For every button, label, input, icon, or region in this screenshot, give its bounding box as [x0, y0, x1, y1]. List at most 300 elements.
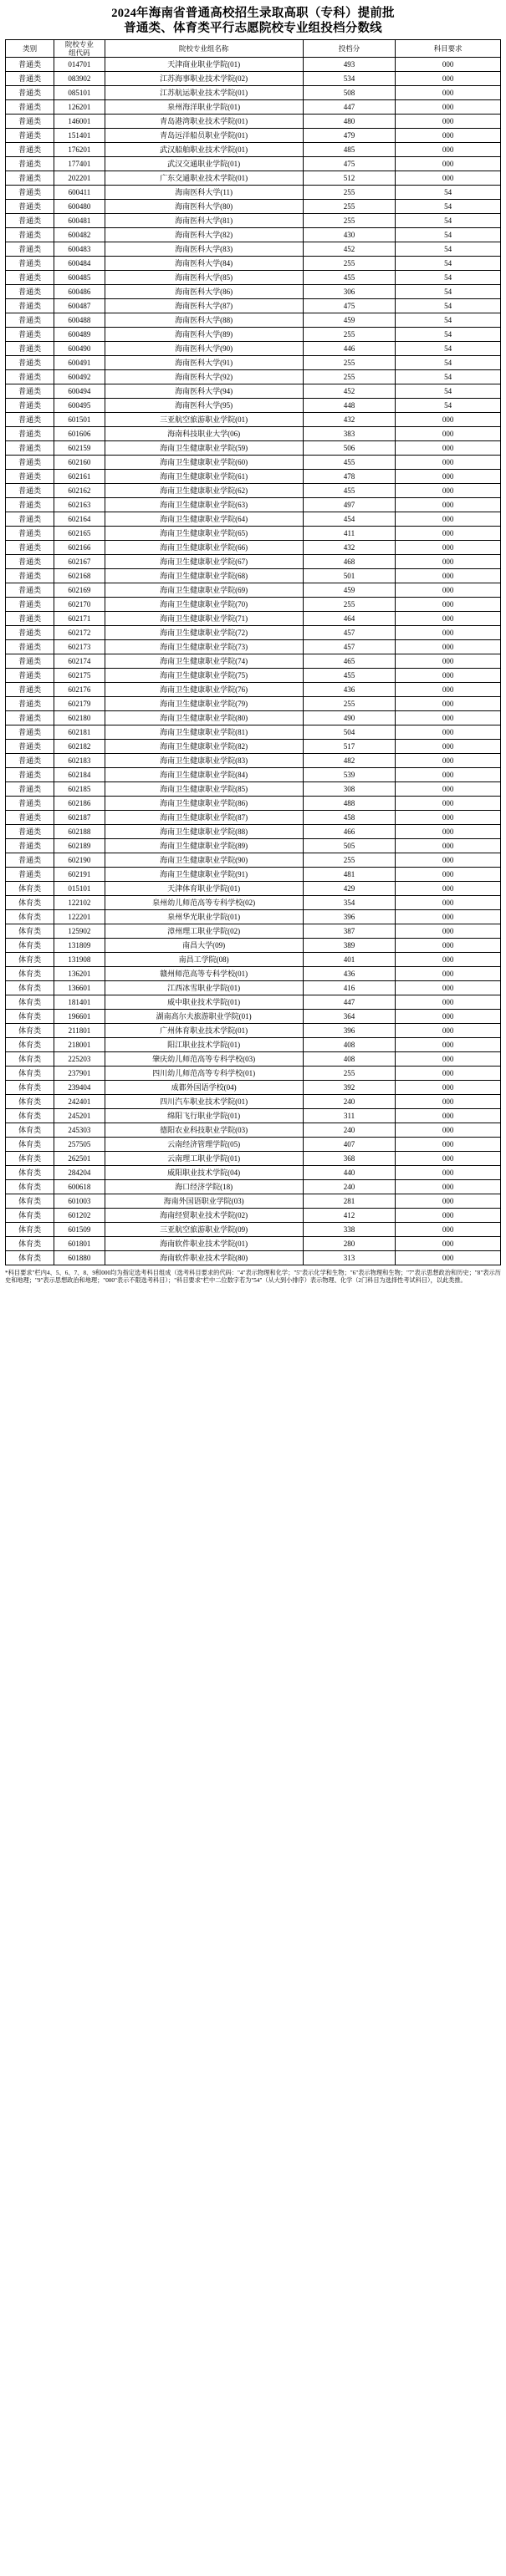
cell-category: 体育类	[6, 896, 54, 910]
table-row	[6, 541, 501, 555]
cell-subject: 000	[396, 100, 501, 115]
cell-score: 455	[303, 669, 396, 683]
cell-name: 海南卫生健康职业学院(83)	[105, 754, 303, 768]
cell-code: 218001	[54, 1038, 105, 1052]
cell-score: 416	[303, 981, 396, 995]
cell-name: 海南医科大学(95)	[105, 399, 303, 413]
cell-category: 体育类	[6, 1180, 54, 1194]
table-row	[6, 683, 501, 697]
table-row	[6, 654, 501, 669]
cell-name: 海南卫生健康职业学院(82)	[105, 740, 303, 754]
cell-category: 体育类	[6, 1223, 54, 1237]
table-row	[6, 1138, 501, 1152]
table-row	[6, 299, 501, 313]
cell-score: 408	[303, 1038, 396, 1052]
cell-score: 475	[303, 299, 396, 313]
cell-name: 江西冰雪职业学院(01)	[105, 981, 303, 995]
cell-score: 468	[303, 555, 396, 569]
cell-score: 432	[303, 541, 396, 555]
cell-name: 湖南高尔夫旅游职业学院(01)	[105, 1010, 303, 1024]
cell-code: 602165	[54, 527, 105, 541]
cell-category: 普通类	[6, 285, 54, 299]
table-row	[6, 72, 501, 86]
cell-category: 体育类	[6, 939, 54, 953]
cell-code: 136201	[54, 967, 105, 981]
table-row	[6, 1010, 501, 1024]
cell-score: 488	[303, 797, 396, 811]
cell-name: 海南卫生健康职业学院(62)	[105, 484, 303, 498]
cell-category: 体育类	[6, 1237, 54, 1251]
cell-category: 普通类	[6, 342, 54, 356]
table-row	[6, 413, 501, 427]
table-row	[6, 768, 501, 782]
cell-score: 255	[303, 370, 396, 384]
cell-code: 602190	[54, 853, 105, 868]
cell-code: 176201	[54, 143, 105, 157]
table-row	[6, 853, 501, 868]
cell-subject: 000	[396, 541, 501, 555]
cell-name: 武汉船舶职业技术学院(01)	[105, 143, 303, 157]
cell-subject: 000	[396, 1251, 501, 1265]
cell-category: 普通类	[6, 683, 54, 697]
cell-subject: 000	[396, 839, 501, 853]
table-row	[6, 484, 501, 498]
cell-score: 454	[303, 512, 396, 527]
cell-category: 普通类	[6, 456, 54, 470]
cell-name: 德阳农业科技职业学院(03)	[105, 1123, 303, 1138]
table-row	[6, 583, 501, 598]
table-row	[6, 86, 501, 100]
table-row	[6, 1038, 501, 1052]
cell-name: 海口经济学院(18)	[105, 1180, 303, 1194]
cell-score: 412	[303, 1209, 396, 1223]
cell-category: 体育类	[6, 1067, 54, 1081]
cell-category: 体育类	[6, 1052, 54, 1067]
cell-code: 239404	[54, 1081, 105, 1095]
cell-subject: 000	[396, 598, 501, 612]
cell-score: 255	[303, 356, 396, 370]
cell-code: 015101	[54, 882, 105, 896]
cell-code: 601880	[54, 1251, 105, 1265]
cell-code: 601202	[54, 1209, 105, 1223]
cell-score: 457	[303, 626, 396, 640]
cell-name: 江苏航运职业技术学院(01)	[105, 86, 303, 100]
cell-score: 313	[303, 1251, 396, 1265]
cell-category: 体育类	[6, 1209, 54, 1223]
cell-code: 602191	[54, 868, 105, 882]
cell-category: 体育类	[6, 1010, 54, 1024]
cell-score: 389	[303, 939, 396, 953]
table-row	[6, 967, 501, 981]
cell-category: 普通类	[6, 200, 54, 214]
cell-score: 459	[303, 313, 396, 328]
cell-score: 480	[303, 115, 396, 129]
cell-score: 255	[303, 257, 396, 271]
cell-code: 211801	[54, 1024, 105, 1038]
table-row	[6, 1109, 501, 1123]
table-row	[6, 711, 501, 725]
table-row	[6, 1251, 501, 1265]
table-row	[6, 1194, 501, 1209]
cell-subject: 000	[396, 910, 501, 924]
table-row	[6, 896, 501, 910]
cell-subject: 000	[396, 143, 501, 157]
table-row	[6, 129, 501, 143]
cell-name: 三亚航空旅游职业学院(01)	[105, 413, 303, 427]
cell-code: 125902	[54, 924, 105, 939]
cell-subject: 000	[396, 740, 501, 754]
cell-category: 普通类	[6, 328, 54, 342]
cell-code: 602184	[54, 768, 105, 782]
cell-category: 普通类	[6, 598, 54, 612]
cell-category: 体育类	[6, 1024, 54, 1038]
cell-score: 455	[303, 271, 396, 285]
cell-score: 512	[303, 171, 396, 186]
cell-name: 绵阳飞行职业学院(01)	[105, 1109, 303, 1123]
cell-code: 122201	[54, 910, 105, 924]
cell-score: 448	[303, 399, 396, 413]
table-row	[6, 811, 501, 825]
cell-score: 407	[303, 1138, 396, 1152]
cell-name: 江苏海事职业技术学院(02)	[105, 72, 303, 86]
cell-name: 海南医科大学(87)	[105, 299, 303, 313]
cell-category: 普通类	[6, 725, 54, 740]
cell-name: 海南卫生健康职业学院(76)	[105, 683, 303, 697]
cell-name: 海南医科大学(82)	[105, 228, 303, 242]
cell-subject: 54	[396, 242, 501, 257]
cell-category: 体育类	[6, 910, 54, 924]
cell-code: 601801	[54, 1237, 105, 1251]
cell-code: 131908	[54, 953, 105, 967]
cell-code: 600480	[54, 200, 105, 214]
cell-score: 478	[303, 470, 396, 484]
table-row	[6, 1024, 501, 1038]
table-body	[6, 58, 501, 1265]
cell-subject: 54	[396, 285, 501, 299]
cell-subject: 000	[396, 1109, 501, 1123]
cell-category: 体育类	[6, 924, 54, 939]
cell-name: 海南医科大学(94)	[105, 384, 303, 399]
cell-code: 600485	[54, 271, 105, 285]
cell-category: 普通类	[6, 768, 54, 782]
cell-name: 海南卫生健康职业学院(79)	[105, 697, 303, 711]
cell-score: 311	[303, 1109, 396, 1123]
cell-code: 600411	[54, 186, 105, 200]
cell-subject: 54	[396, 384, 501, 399]
cell-category: 普通类	[6, 782, 54, 797]
cell-category: 普通类	[6, 754, 54, 768]
cell-category: 普通类	[6, 157, 54, 171]
table-row	[6, 427, 501, 441]
table-row	[6, 939, 501, 953]
table-row	[6, 342, 501, 356]
cell-code: 602164	[54, 512, 105, 527]
cell-name: 海南卫生健康职业学院(68)	[105, 569, 303, 583]
cell-subject: 000	[396, 782, 501, 797]
table-row	[6, 1095, 501, 1109]
cell-score: 255	[303, 186, 396, 200]
cell-name: 威中职业技术学院(01)	[105, 995, 303, 1010]
table-row	[6, 725, 501, 740]
cell-category: 普通类	[6, 868, 54, 882]
cell-category: 普通类	[6, 583, 54, 598]
cell-code: 202201	[54, 171, 105, 186]
cell-code: 131809	[54, 939, 105, 953]
cell-category: 普通类	[6, 612, 54, 626]
table-row	[6, 797, 501, 811]
table-row	[6, 555, 501, 569]
cell-code: 600490	[54, 342, 105, 356]
cell-category: 普通类	[6, 541, 54, 555]
cell-subject: 000	[396, 825, 501, 839]
cell-name: 海南医科大学(11)	[105, 186, 303, 200]
table-row	[6, 271, 501, 285]
cell-score: 411	[303, 527, 396, 541]
cell-score: 240	[303, 1180, 396, 1194]
cell-name: 泉州海洋职业学院(01)	[105, 100, 303, 115]
cell-category: 普通类	[6, 484, 54, 498]
cell-code: 242401	[54, 1095, 105, 1109]
cell-category: 体育类	[6, 1038, 54, 1052]
cell-code: 602173	[54, 640, 105, 654]
cell-subject: 000	[396, 1067, 501, 1081]
cell-subject: 000	[396, 1024, 501, 1038]
table-row	[6, 782, 501, 797]
table-row	[6, 214, 501, 228]
cell-code: 602175	[54, 669, 105, 683]
cell-category: 普通类	[6, 58, 54, 72]
cell-subject: 000	[396, 456, 501, 470]
cell-code: 151401	[54, 129, 105, 143]
cell-name: 海南卫生健康职业学院(72)	[105, 626, 303, 640]
cell-subject: 000	[396, 583, 501, 598]
cell-code: 600487	[54, 299, 105, 313]
cell-subject: 000	[396, 924, 501, 939]
cell-subject: 54	[396, 370, 501, 384]
table-row	[6, 328, 501, 342]
cell-score: 475	[303, 157, 396, 171]
cell-category: 普通类	[6, 115, 54, 129]
table-row	[6, 1052, 501, 1067]
cell-name: 海南卫生健康职业学院(65)	[105, 527, 303, 541]
cell-subject: 000	[396, 72, 501, 86]
cell-subject: 54	[396, 214, 501, 228]
cell-subject: 000	[396, 697, 501, 711]
cell-code: 237901	[54, 1067, 105, 1081]
cell-subject: 000	[396, 683, 501, 697]
cell-name: 海南卫生健康职业学院(64)	[105, 512, 303, 527]
table-row	[6, 285, 501, 299]
cell-name: 海南医科大学(81)	[105, 214, 303, 228]
cell-category: 体育类	[6, 995, 54, 1010]
cell-category: 体育类	[6, 1081, 54, 1095]
cell-score: 457	[303, 640, 396, 654]
cell-code: 601501	[54, 413, 105, 427]
table-row	[6, 612, 501, 626]
cell-code: 602182	[54, 740, 105, 754]
cell-subject: 54	[396, 200, 501, 214]
cell-code: 126201	[54, 100, 105, 115]
cell-code: 600486	[54, 285, 105, 299]
cell-subject: 000	[396, 427, 501, 441]
cell-score: 396	[303, 1024, 396, 1038]
cell-category: 普通类	[6, 72, 54, 86]
table-row	[6, 953, 501, 967]
cell-code: 600495	[54, 399, 105, 413]
cell-subject: 000	[396, 1152, 501, 1166]
table-row	[6, 1209, 501, 1223]
table-row	[6, 981, 501, 995]
cell-name: 海南科技职业大学(06)	[105, 427, 303, 441]
page-title-line2: 普通类、体育类平行志愿院校专业组投档分数线	[124, 22, 382, 35]
cell-name: 海南医科大学(85)	[105, 271, 303, 285]
cell-subject: 000	[396, 527, 501, 541]
cell-subject: 54	[396, 342, 501, 356]
cell-category: 普通类	[6, 825, 54, 839]
cell-score: 508	[303, 86, 396, 100]
cell-subject: 000	[396, 882, 501, 896]
cell-score: 447	[303, 995, 396, 1010]
table-row	[6, 200, 501, 214]
cell-score: 455	[303, 484, 396, 498]
table-row	[6, 100, 501, 115]
table-row	[6, 640, 501, 654]
cell-score: 447	[303, 100, 396, 115]
cell-code: 196601	[54, 1010, 105, 1024]
cell-name: 海南医科大学(80)	[105, 200, 303, 214]
cell-subject: 000	[396, 853, 501, 868]
table-row	[6, 512, 501, 527]
cell-category: 体育类	[6, 1138, 54, 1152]
cell-score: 408	[303, 1052, 396, 1067]
cell-category: 普通类	[6, 427, 54, 441]
cell-code: 602174	[54, 654, 105, 669]
cell-category: 普通类	[6, 811, 54, 825]
cell-score: 504	[303, 725, 396, 740]
cell-category: 普通类	[6, 370, 54, 384]
cell-category: 普通类	[6, 384, 54, 399]
table-row	[6, 910, 501, 924]
cell-score: 240	[303, 1123, 396, 1138]
table-row	[6, 697, 501, 711]
table-row	[6, 1223, 501, 1237]
cell-subject: 54	[396, 328, 501, 342]
cell-subject: 000	[396, 1194, 501, 1209]
cell-code: 602180	[54, 711, 105, 725]
cell-category: 普通类	[6, 470, 54, 484]
cell-code: 602162	[54, 484, 105, 498]
table-row	[6, 825, 501, 839]
cell-category: 普通类	[6, 853, 54, 868]
cell-name: 海南卫生健康职业学院(71)	[105, 612, 303, 626]
cell-category: 体育类	[6, 953, 54, 967]
cell-name: 威阳职业技术学院(04)	[105, 1166, 303, 1180]
cell-code: 600491	[54, 356, 105, 370]
cell-score: 368	[303, 1152, 396, 1166]
cell-code: 085101	[54, 86, 105, 100]
cell-name: 泉州幼儿师范高等专科学校(02)	[105, 896, 303, 910]
cell-category: 普通类	[6, 143, 54, 157]
cell-name: 南昌大学(09)	[105, 939, 303, 953]
cell-code: 602160	[54, 456, 105, 470]
cell-name: 漳州理工职业学院(02)	[105, 924, 303, 939]
cell-name: 海南卫生健康职业学院(66)	[105, 541, 303, 555]
cell-name: 海南软件职业技术学院(01)	[105, 1237, 303, 1251]
cell-score: 338	[303, 1223, 396, 1237]
cell-name: 成都外国语学校(04)	[105, 1081, 303, 1095]
cell-code: 262501	[54, 1152, 105, 1166]
cell-category: 体育类	[6, 1251, 54, 1265]
cell-subject: 54	[396, 313, 501, 328]
cell-name: 海南卫生健康职业学院(90)	[105, 853, 303, 868]
cell-category: 普通类	[6, 171, 54, 186]
table-row	[6, 186, 501, 200]
cell-category: 普通类	[6, 100, 54, 115]
cell-score: 255	[303, 200, 396, 214]
cell-code: 601003	[54, 1194, 105, 1209]
cell-score: 485	[303, 143, 396, 157]
table-row	[6, 171, 501, 186]
cell-name: 海南卫生健康职业学院(84)	[105, 768, 303, 782]
table-row	[6, 313, 501, 328]
column-header-code	[54, 40, 105, 58]
cell-subject: 54	[396, 228, 501, 242]
cell-category: 普通类	[6, 271, 54, 285]
cell-subject: 000	[396, 86, 501, 100]
cell-name: 海南卫生健康职业学院(74)	[105, 654, 303, 669]
cell-subject: 000	[396, 953, 501, 967]
cell-subject: 000	[396, 484, 501, 498]
cell-category: 普通类	[6, 228, 54, 242]
cell-score: 392	[303, 1081, 396, 1095]
cell-category: 普通类	[6, 214, 54, 228]
cell-score: 440	[303, 1166, 396, 1180]
table-row	[6, 441, 501, 456]
cell-category: 普通类	[6, 669, 54, 683]
cell-category: 普通类	[6, 569, 54, 583]
cell-name: 海南卫生健康职业学院(63)	[105, 498, 303, 512]
table-row	[6, 1152, 501, 1166]
table-row	[6, 370, 501, 384]
cell-name: 海南医科大学(84)	[105, 257, 303, 271]
column-header-code-line1: 院校专业	[64, 40, 94, 48]
cell-name: 海南卫生健康职业学院(87)	[105, 811, 303, 825]
cell-subject: 000	[396, 1038, 501, 1052]
footnote: *科目要求"栏内4、5、6、7、8、9和000均为指定选考科目组成（选考科目要求的代码："4"表示物理和化学；"5"表示化学和生物；"6"表示物理和生物；"7"表示思想政治和历史；"8"表示历史和地理；"9"表示思想政治和地理；"000"表示不限选考科目）；"科目要求"栏中二位数字若为"54"（从大到小排序）表示物理、化学（2门科目为选择性考试科目），以此类推。	[5, 1270, 501, 1285]
cell-code: 014701	[54, 58, 105, 72]
cell-score: 436	[303, 967, 396, 981]
table-row	[6, 143, 501, 157]
cell-code: 602168	[54, 569, 105, 583]
cell-subject: 54	[396, 186, 501, 200]
table-row	[6, 1166, 501, 1180]
table-row	[6, 58, 501, 72]
cell-name: 海南卫生健康职业学院(81)	[105, 725, 303, 740]
page-title-line1: 2024年海南省普通高校招生录取高职（专科）提前批	[111, 7, 395, 20]
cell-score: 517	[303, 740, 396, 754]
cell-subject: 000	[396, 1081, 501, 1095]
cell-score: 493	[303, 58, 396, 72]
cell-subject: 000	[396, 498, 501, 512]
cell-score: 240	[303, 1095, 396, 1109]
cell-score: 308	[303, 782, 396, 797]
cell-category: 普通类	[6, 498, 54, 512]
cell-score: 383	[303, 427, 396, 441]
cell-subject: 000	[396, 797, 501, 811]
cell-code: 600494	[54, 384, 105, 399]
cell-name: 海南医科大学(86)	[105, 285, 303, 299]
cell-code: 602169	[54, 583, 105, 598]
